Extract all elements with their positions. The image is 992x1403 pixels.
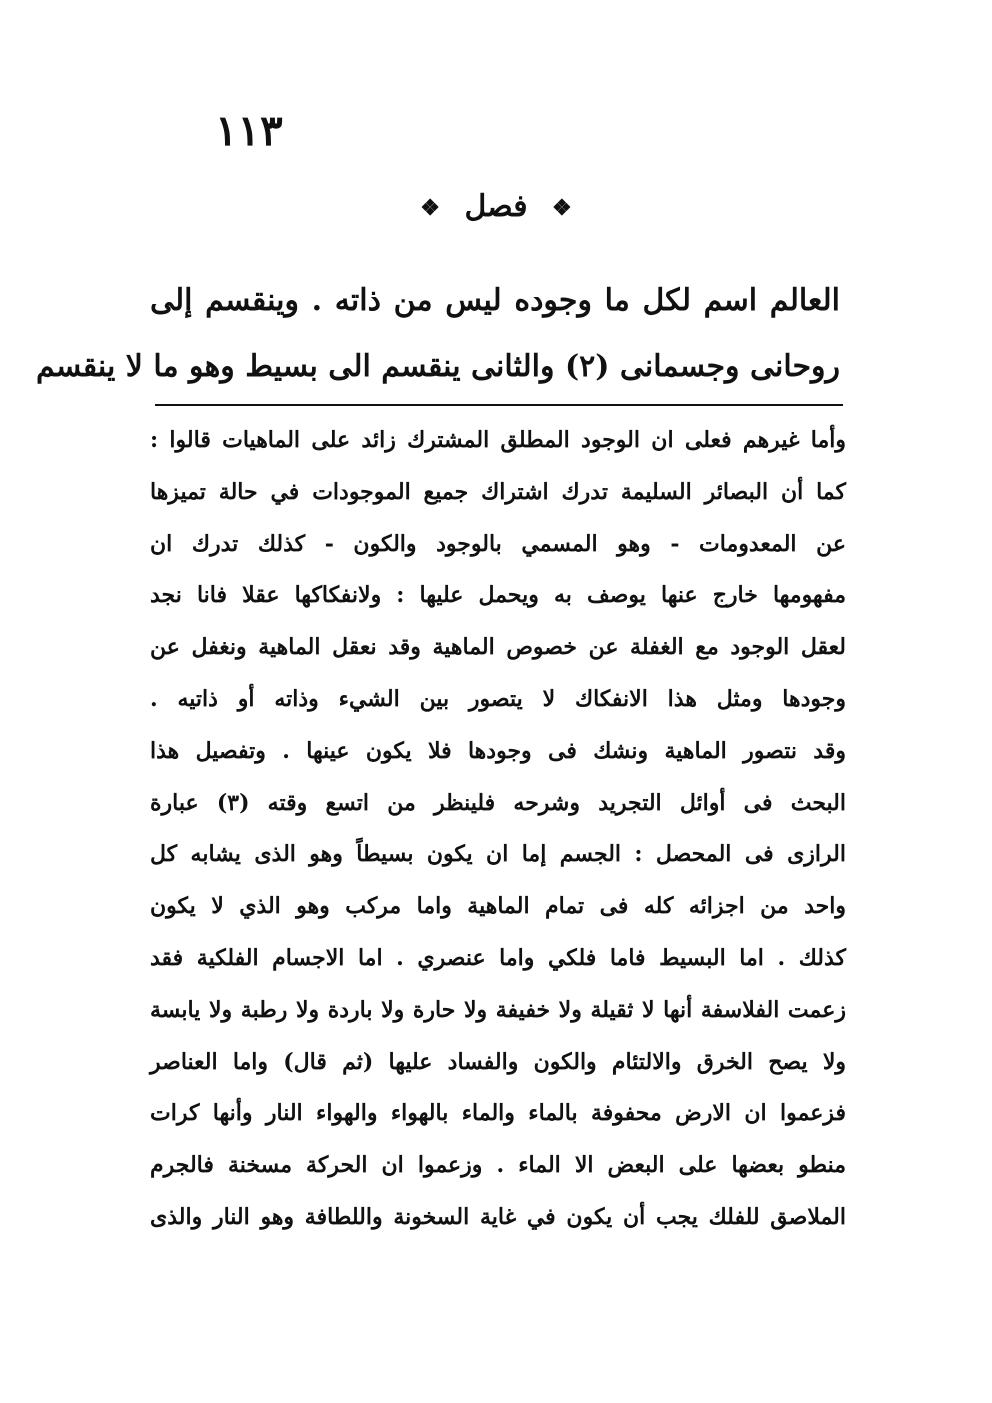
footnote-line: فزعموا ان الارض محفوفة بالماء والماء بالهواء والهواء النار وأنها كرات [150,1100,846,1127]
footnotes [150,415,846,1244]
footnote-line: مفهومها خارج عنها يوصف به ويحمل عليها : ولانفكاكها عقلا فانا نجد [150,582,846,609]
footnote-line: البحث فى أوائل التجريد وشرحه فلينظر من اتسع وقته (٣) عبارة [150,789,846,816]
footnote-line: كما أن البصائر السليمة تدرك اشتراك جميع الموجودات في حالة تميزها [150,478,846,505]
section-heading [0,189,992,224]
main-text [36,268,840,400]
footnote-line: الملاصق للفلك يجب أن يكون في غاية السخونة واللطافة وهو النار والذى [150,1203,846,1230]
ornament-left-icon: ❖ [420,195,440,221]
footnote-line: عن المعدومات - وهو المسمي بالوجود والكون - كذلك تدرك ان [150,530,846,557]
ornament-right-icon: ❖ [551,195,572,221]
footnote-line: كذلك . اما البسيط فاما فلكي واما عنصري . اما الاجسام الفلكية فقد [150,944,846,971]
footnote-line: زعمت الفلاسفة أنها لا ثقيلة ولا خفيفة ولا حارة ولا باردة ولا رطبة ولا يابسة [150,996,846,1023]
main-text-line: العالم اسم لكل ما وجوده ليس من ذاته . وينقسم إلى [150,283,840,318]
footnote-line: وأما غيرهم فعلى ان الوجود المطلق المشترك زائد على الماهيات قالوا : [150,427,846,453]
footnote-line: وجودها ومثل هذا الانفكاك لا يتصور بين الشيء وذاته أو ذاتيه . [150,685,846,712]
footnote-line: ولا يصح الخرق والالتئام والكون والفساد عليها (ثم قال) واما العناصر [150,1048,846,1075]
footnote-line: لعقل الوجود مع الغفلة عن خصوص الماهية وقد نعقل الماهية ونغفل عن [150,634,846,661]
footnote-line: منطو بعضها على البعض الا الماء . وزعموا ان الحركة مسخنة فالجرم [150,1152,846,1179]
footnote-divider [155,404,843,406]
footnote-line: الرازى فى المحصل : الجسم إما ان يكون بسيطاً وهو الذى يشابه كل [150,841,846,868]
footnote-line: وقد نتصور الماهية ونشك فى وجودها فلا يكون عينها . وتفصيل هذا [150,737,846,764]
main-text-line: روحانى وجسمانى (٢) والثانى ينقسم الى بسيط وهو ما لا ينقسم [36,349,840,384]
footnote-line: واحد من اجزائه كله فى تمام الماهية واما مركب وهو الذي لا يكون [150,893,846,920]
section-title: فصل [464,189,528,224]
page-number: ١١٣ [215,106,283,155]
